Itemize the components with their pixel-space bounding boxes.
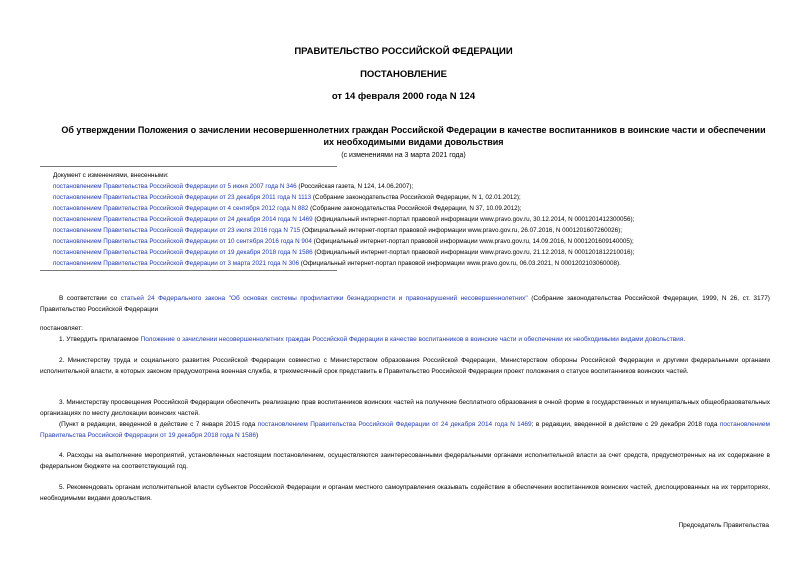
history-item (53, 203, 783, 214)
paragraph-1 (40, 334, 770, 345)
paragraph-5: 5. Рекомендовать органам исполнительной власти субъектов Российской Федерации и органам местного самоуправления оказывать содействие в обеспечении воспитанников воинских частей, дислоцированных на их территориях, необходимыми видами довольствия. (40, 484, 770, 502)
decrees-word: постановляет: (40, 325, 83, 332)
basis-paragraph (40, 293, 770, 315)
history-source: (Официальный интернет-портал правовой информации www.pravo.gov.ru, 21.12.2018, N 0001201812210016); (312, 249, 635, 256)
revision-note: (с изменениями на 3 марта 2021 года) (341, 152, 466, 159)
paragraph-3-note (40, 419, 770, 441)
history-item (53, 181, 783, 192)
history-intro: Документ с изменениями, внесенными: (53, 172, 169, 179)
p3-note-text: (Пункт в редакции, введенной в действие с 7 января 2015 года (59, 421, 258, 428)
history-item (53, 247, 783, 258)
history-link[interactable]: постановлением Правительства Российской Федерации от 19 декабря 2018 года N 1586 (53, 249, 313, 256)
history-link[interactable]: постановлением Правительства Российской Федерации от 23 декабря 2011 года N 1113 (53, 194, 312, 201)
paragraph-4: 4. Расходы на выполнение мероприятий, установленных настоящим постановлением, осуществляются заинтересованными федеральными органами исполнительной власти за счет средств, предусмотренных на их содержание в федеральном бюджете на соответствующий год. (40, 452, 770, 470)
history-source: (Российская газета, N 124, 14.06.2007); (296, 183, 414, 190)
amendment-link-2014[interactable]: постановлением Правительства Российской Федерации от 24 декабря 2014 года N 1469 (257, 421, 532, 428)
p1-text: 1. Утвердить прилагаемое (59, 336, 141, 343)
history-divider-bottom (40, 270, 337, 271)
federal-law-link[interactable]: статьей 24 Федерального закона "Об основах системы профилактики безнадзорности и правонарушений несовершеннолетних" (120, 295, 528, 302)
history-source: (Официальный интернет-портал правовой информации www.pravo.gov.ru, 06.03.2021, N 0001202103060008). (299, 260, 621, 267)
government-heading: ПРАВИТЕЛЬСТВО РОССИЙСКОЙ ФЕДЕРАЦИИ (294, 46, 513, 57)
regulation-link[interactable]: Положение о зачислении несовершеннолетних граждан Российской Федерации в качестве воспитанников в воинские части и обеспечении их необходимыми видами довольствия (140, 336, 684, 343)
history-link[interactable]: постановлением Правительства Российской Федерации от 24 декабря 2014 года N 1469 (53, 216, 313, 223)
p3-note-tail: ) (256, 432, 259, 439)
history-divider-top (40, 166, 337, 167)
history-item (53, 214, 783, 225)
p3-note-mid: ; в редакции, введенной в действие с 29 декабря 2018 года (531, 421, 720, 428)
history-link[interactable]: постановлением Правительства Российской Федерации от 10 сентября 2016 года N 904 (53, 238, 312, 245)
history-link[interactable]: постановлением Правительства Российской Федерации от 23 июля 2016 года N 715 (53, 227, 301, 234)
paragraph-3: 3. Министерству просвещения Российской Федерации обеспечить реализацию прав воспитанников воинских частей на получение бесплатного образования в очной форме в государственных и муниципальных общеобразовательных организациях по месту дислокации воинских частей. (40, 399, 770, 417)
history-source: (Официальный интернет-портал правовой информации www.pravo.gov.ru, 14.09.2016, N 0001201609140005); (311, 238, 634, 245)
basis-text: В соответствии со (59, 295, 121, 302)
history-source: (Официальный интернет-портал правовой информации www.pravo.gov.ru, 26.07.2016, N 0001201607260026); (300, 227, 623, 234)
history-source: (Официальный интернет-портал правовой информации www.pravo.gov.ru, 30.12.2014, N 0001201412300056); (312, 216, 635, 223)
p1-tail: . (683, 336, 686, 343)
amendment-link-2018[interactable]: постановлением Правительства Российской Федерации от 19 декабря 2018 года N 1586 (40, 421, 770, 439)
signature-title: Председатель Правительства (678, 522, 769, 529)
history-item (53, 258, 783, 269)
amendment-history (53, 170, 783, 269)
document-title: Об утверждении Положения о зачислении несовершеннолетних граждан Российской Федерации в качестве воспитанников в воинские части и обеспечении их необходимыми видами довольствия (61, 125, 766, 147)
history-item (53, 236, 783, 247)
history-item (53, 192, 783, 203)
document-date-number: от 14 февраля 2000 года N 124 (331, 91, 476, 102)
history-link[interactable]: постановлением Правительства Российской Федерации от 3 марта 2021 года N 306 (53, 260, 300, 267)
history-source: (Собрание законодательства Российской Федерации, N 1, 02.01.2012); (311, 194, 521, 201)
history-item (53, 225, 783, 236)
history-link[interactable]: постановлением Правительства Российской Федерации от 4 сентября 2012 года N 882 (53, 205, 309, 212)
history-link[interactable]: постановлением Правительства Российской Федерации от 5 июня 2007 года N 346 (53, 183, 297, 190)
paragraph-2: 2. Министерству труда и социального развития Российской Федерации совместно с Министерством образования Российской Федерации, Министерством обороны Российской Федерации и другими федеральными органами исполнительной власти, в которых законом предусмотрена военная служба, в трехмесячный срок представить в Правительство Российской Федерации проект положения о статусе воспитанников воинских частей. (40, 357, 770, 375)
history-source: (Собрание законодательства Российской Федерации, N 37, 10.09.2012); (308, 205, 522, 212)
basis-text-tail: (Собрание законодательства Российской Федерации, 1999, N 26, ст. 3177) Правительство Российской Федерации (40, 295, 770, 313)
document-type-heading: ПОСТАНОВЛЕНИЕ (360, 69, 447, 80)
